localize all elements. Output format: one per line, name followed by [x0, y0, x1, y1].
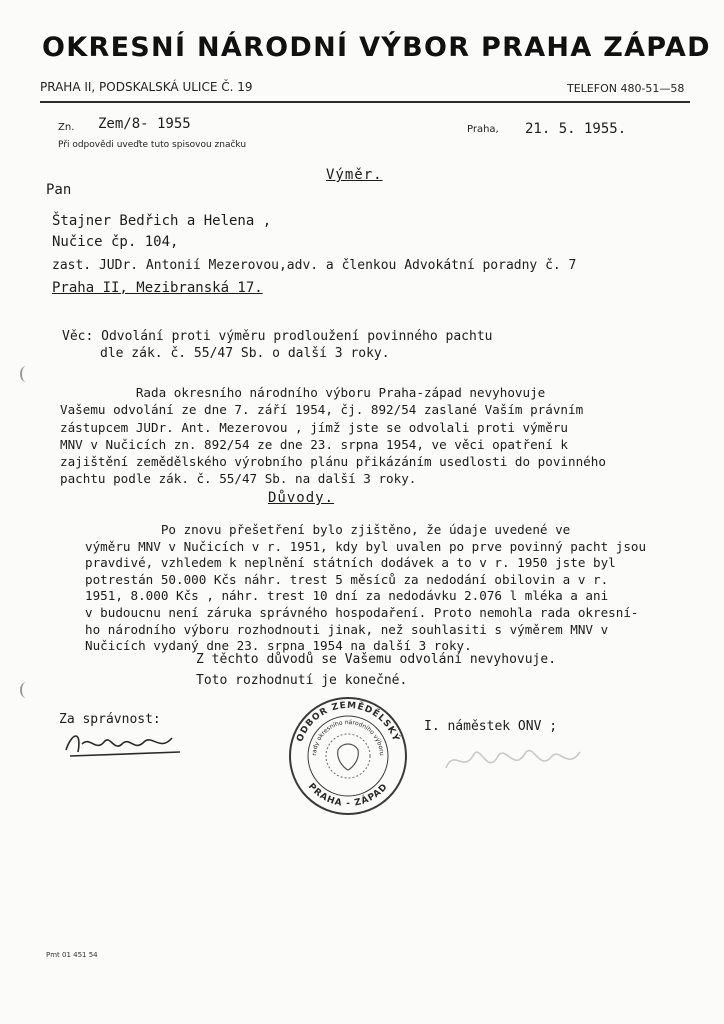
- reasons-title: Důvody.: [268, 490, 335, 506]
- reasons-line: pravdivé, vzhledem k neplnění státních dodávek a to v r. 1950 jste byl: [85, 555, 616, 571]
- place-label: Praha,: [467, 124, 499, 135]
- handwritten-signature-right: [440, 738, 590, 783]
- final-ruling: Toto rozhodnutí je konečné.: [196, 673, 408, 688]
- stamp-inner-text: rady okresního národního výboru: [310, 718, 386, 756]
- decision-paragraph: [60, 384, 700, 488]
- reasons-paragraph: [85, 522, 705, 655]
- addressee-representative: zast. JUDr. Antonií Mezerovou,adv. a členkou Advokátní poradny č. 7: [52, 258, 577, 273]
- letterhead-phone: TELEFON 480-51—58: [567, 82, 685, 95]
- letterhead-title: OKRESNÍ NÁRODNÍ VÝBOR PRAHA ZÁPAD: [42, 32, 711, 63]
- addressee-address: Nučice čp. 104,: [52, 234, 179, 250]
- subject-line-2: dle zák. č. 55/47 Sb. o další 3 roky.: [100, 346, 390, 361]
- salutation: Pan: [46, 182, 72, 198]
- decision-line: zajištění zemědělského výrobního plánu přikázáním usedlosti do povinného: [60, 454, 606, 470]
- reasons-line: Po znovu přešetření bylo zjištěno, že údaje uvedené ve: [85, 522, 571, 537]
- decision-line: zástupcem JUDr. Ant. Mezerovou , jímž jste se odvolali proti výměru: [60, 419, 568, 435]
- reasons-line: výměru MNV v Nučicích v r. 1951, kdy byl uvalen po prve povinný pacht jsou: [85, 538, 647, 554]
- reference-value: Zem/8- 1955: [98, 116, 191, 132]
- decision-line: MNV v Nučicích zn. 892/54 ze dne 23. srpna 1954, ve věci opatření k: [60, 436, 568, 452]
- handwritten-signature-left: [60, 722, 190, 762]
- letterhead-address: PRAHA II, PODSKALSKÁ ULICE Č. 19: [40, 80, 253, 94]
- punch-mark: [20, 682, 32, 698]
- correctness-label: Za správnost:: [59, 712, 161, 727]
- official-stamp: [286, 694, 410, 818]
- letterhead-rule: [40, 101, 690, 103]
- reasons-line: Nučicích vydaný dne 23. srpna 1954 na další 3 roky.: [85, 638, 472, 654]
- subject-line-1: Věc: Odvolání proti výměru prodloužení povinného pachtu: [62, 329, 493, 344]
- decision-line: Rada okresního národního výboru Praha-západ nevyhovuje: [60, 385, 546, 400]
- reference-label: Zn.: [58, 122, 75, 133]
- decision-line: pachtu podle zák. č. 55/47 Sb. na další 3 roky.: [60, 471, 417, 487]
- deputy-label: I. náměstek ONV ;: [424, 719, 558, 734]
- reasons-line: 1951, 8.000 Kčs , náhr. trest 10 dní za nedodávku 2.076 l mléka a ani: [85, 588, 609, 604]
- reasons-line: ho národního výboru rozhodnouti jinak, než souhlasiti s výměrem MNV v: [85, 621, 609, 637]
- addressee-city: Praha II, Mezibranská 17.: [52, 280, 263, 296]
- stamp-top-text: ODBOR ZEMĚDĚLSKÝ: [295, 700, 401, 744]
- addressee-name: Štajner Bedřich a Helena ,: [52, 213, 272, 229]
- reasons-line: potrestán 50.000 Kčs náhr. trest 5 měsíců za nedodání obilovin a v r.: [85, 571, 609, 587]
- reference-note: Při odpovědi uveďte tuto spisovou značku: [58, 140, 247, 150]
- reasons-line: v budoucnu není záruka správného hospodaření. Proto nemohla rada okresní-: [85, 604, 639, 620]
- document-date: 21. 5. 1955.: [525, 121, 627, 137]
- document-title: Výměr.: [326, 167, 383, 183]
- decision-line: Vašemu odvolání ze dne 7. září 1954, čj. 892/54 zaslané Vaším právním: [60, 402, 584, 418]
- punch-mark: [20, 366, 32, 382]
- stamp-bottom-text: PRAHA - ZÁPAD: [305, 781, 391, 810]
- final-statement: Z těchto důvodů se Vašemu odvolání nevyhovuje.: [196, 652, 557, 667]
- svg-text:rady okresního národního výbor: [311, 719, 385, 756]
- form-code: Pmt 01 451 54: [46, 951, 98, 959]
